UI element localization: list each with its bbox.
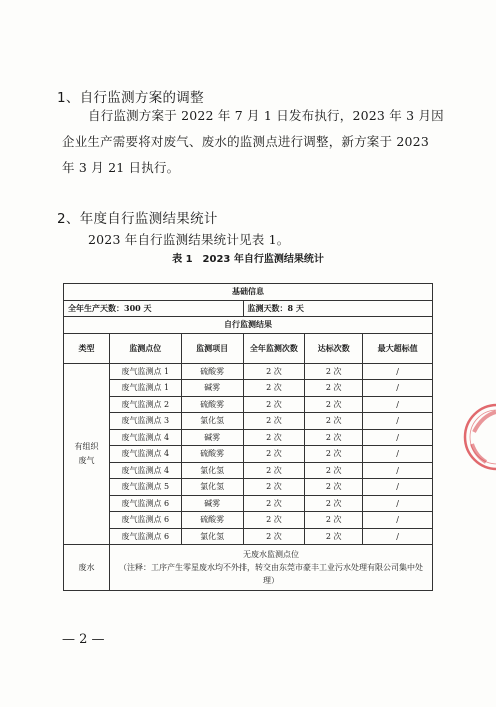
cell-compliant: 2 次 xyxy=(305,462,363,479)
header-max-exceed: 最大超标值 xyxy=(363,333,433,363)
section1-para-line2: 企业生产需要将对废气、废水的监测点进行调整，新方案于 2023 xyxy=(62,134,429,149)
cell-compliant: 2 次 xyxy=(305,446,363,463)
header-item: 监测项目 xyxy=(181,333,243,363)
cell-compliant: 2 次 xyxy=(305,380,363,397)
header-compliant: 达标次数 xyxy=(305,333,363,363)
table-row xyxy=(64,396,433,413)
cell-count: 2 次 xyxy=(243,479,305,496)
table-row xyxy=(64,462,433,479)
cell-location: 废气监测点 5 xyxy=(109,479,181,496)
section1-heading: 1、自行监测方案的调整 xyxy=(57,90,204,106)
cell-max: / xyxy=(363,528,433,545)
cell-compliant: 2 次 xyxy=(305,413,363,430)
cell-compliant: 2 次 xyxy=(305,396,363,413)
results-title: 自行监测结果 xyxy=(64,317,433,334)
cell-max: / xyxy=(363,479,433,496)
water-label: 废水 xyxy=(64,545,110,591)
cell-location: 废气监测点 6 xyxy=(109,495,181,512)
cell-count: 2 次 xyxy=(243,413,305,430)
cell-max: / xyxy=(363,495,433,512)
cell-compliant: 2 次 xyxy=(305,479,363,496)
monitoring-results-table xyxy=(63,283,433,591)
result-rows xyxy=(64,363,433,545)
section2-heading: 2、年度自行监测结果统计 xyxy=(57,211,218,227)
water-line2: （注释：工序产生零星废水均不外排，转交由东莞市豪丰工业污水处理有限公司集中处理） xyxy=(118,563,423,585)
cell-max: / xyxy=(363,413,433,430)
group-label: 有组织废气 xyxy=(64,363,110,545)
cell-count: 2 次 xyxy=(243,528,305,545)
cell-item: 碱雾 xyxy=(181,380,243,397)
cell-max: / xyxy=(363,462,433,479)
cell-location: 废气监测点 1 xyxy=(109,363,181,380)
table-row xyxy=(64,512,433,529)
cell-location: 废气监测点 4 xyxy=(109,446,181,463)
cell-compliant: 2 次 xyxy=(305,429,363,446)
page-number: — 2 — xyxy=(62,632,105,647)
table-row xyxy=(64,363,433,380)
table-row xyxy=(64,479,433,496)
cell-max: / xyxy=(363,363,433,380)
cell-count: 2 次 xyxy=(243,462,305,479)
water-note xyxy=(109,545,432,591)
cell-max: / xyxy=(363,396,433,413)
cell-item: 硫酸雾 xyxy=(181,446,243,463)
cell-item: 碱雾 xyxy=(181,495,243,512)
table-row xyxy=(64,528,433,545)
cell-count: 2 次 xyxy=(243,363,305,380)
cell-location: 废气监测点 3 xyxy=(109,413,181,430)
cell-item: 硫酸雾 xyxy=(181,396,243,413)
section1-para-line3: 年 3 月 21 日执行。 xyxy=(62,160,180,175)
header-location: 监测点位 xyxy=(109,333,181,363)
water-line1: 无废水监测点位 xyxy=(242,550,299,559)
cell-location: 废气监测点 1 xyxy=(109,380,181,397)
cell-item: 氯化氢 xyxy=(181,479,243,496)
header-type: 类型 xyxy=(64,333,110,363)
cell-max: / xyxy=(363,380,433,397)
cell-item: 硫酸雾 xyxy=(181,512,243,529)
cell-count: 2 次 xyxy=(243,429,305,446)
cell-count: 2 次 xyxy=(243,512,305,529)
cell-location: 废气监测点 4 xyxy=(109,429,181,446)
cell-compliant: 2 次 xyxy=(305,528,363,545)
table-row xyxy=(64,429,433,446)
cell-item: 氯化氢 xyxy=(181,462,243,479)
production-days: 全年生产天数：300 天 xyxy=(64,300,244,317)
cell-location: 废气监测点 4 xyxy=(109,462,181,479)
cell-location: 废气监测点 6 xyxy=(109,512,181,529)
header-count: 全年监测次数 xyxy=(243,333,305,363)
section1-para-line1: 自行监测方案于 2022 年 7 月 1 日发布执行，2023 年 3 月因 xyxy=(88,108,444,123)
cell-item: 碱雾 xyxy=(181,429,243,446)
cell-max: / xyxy=(363,429,433,446)
basic-info-title: 基础信息 xyxy=(64,284,433,301)
table-row xyxy=(64,380,433,397)
section2-para: 2023 年自行监测结果统计见表 1。 xyxy=(88,232,290,247)
cell-location: 废气监测点 6 xyxy=(109,528,181,545)
table-caption: 表 1 2023 年自行监测结果统计 xyxy=(172,254,324,265)
table-row xyxy=(64,446,433,463)
cell-compliant: 2 次 xyxy=(305,512,363,529)
cell-max: / xyxy=(363,446,433,463)
cell-count: 2 次 xyxy=(243,380,305,397)
cell-count: 2 次 xyxy=(243,396,305,413)
cell-item: 氯化氢 xyxy=(181,528,243,545)
cell-location: 废气监测点 2 xyxy=(109,396,181,413)
monitor-days: 监测天数：8 天 xyxy=(243,300,432,317)
cell-item: 氯化氢 xyxy=(181,413,243,430)
red-seal-stamp xyxy=(462,402,496,472)
cell-compliant: 2 次 xyxy=(305,495,363,512)
cell-max: / xyxy=(363,512,433,529)
cell-count: 2 次 xyxy=(243,495,305,512)
cell-item: 硫酸雾 xyxy=(181,363,243,380)
table-row xyxy=(64,413,433,430)
table-row xyxy=(64,495,433,512)
cell-count: 2 次 xyxy=(243,446,305,463)
cell-compliant: 2 次 xyxy=(305,363,363,380)
